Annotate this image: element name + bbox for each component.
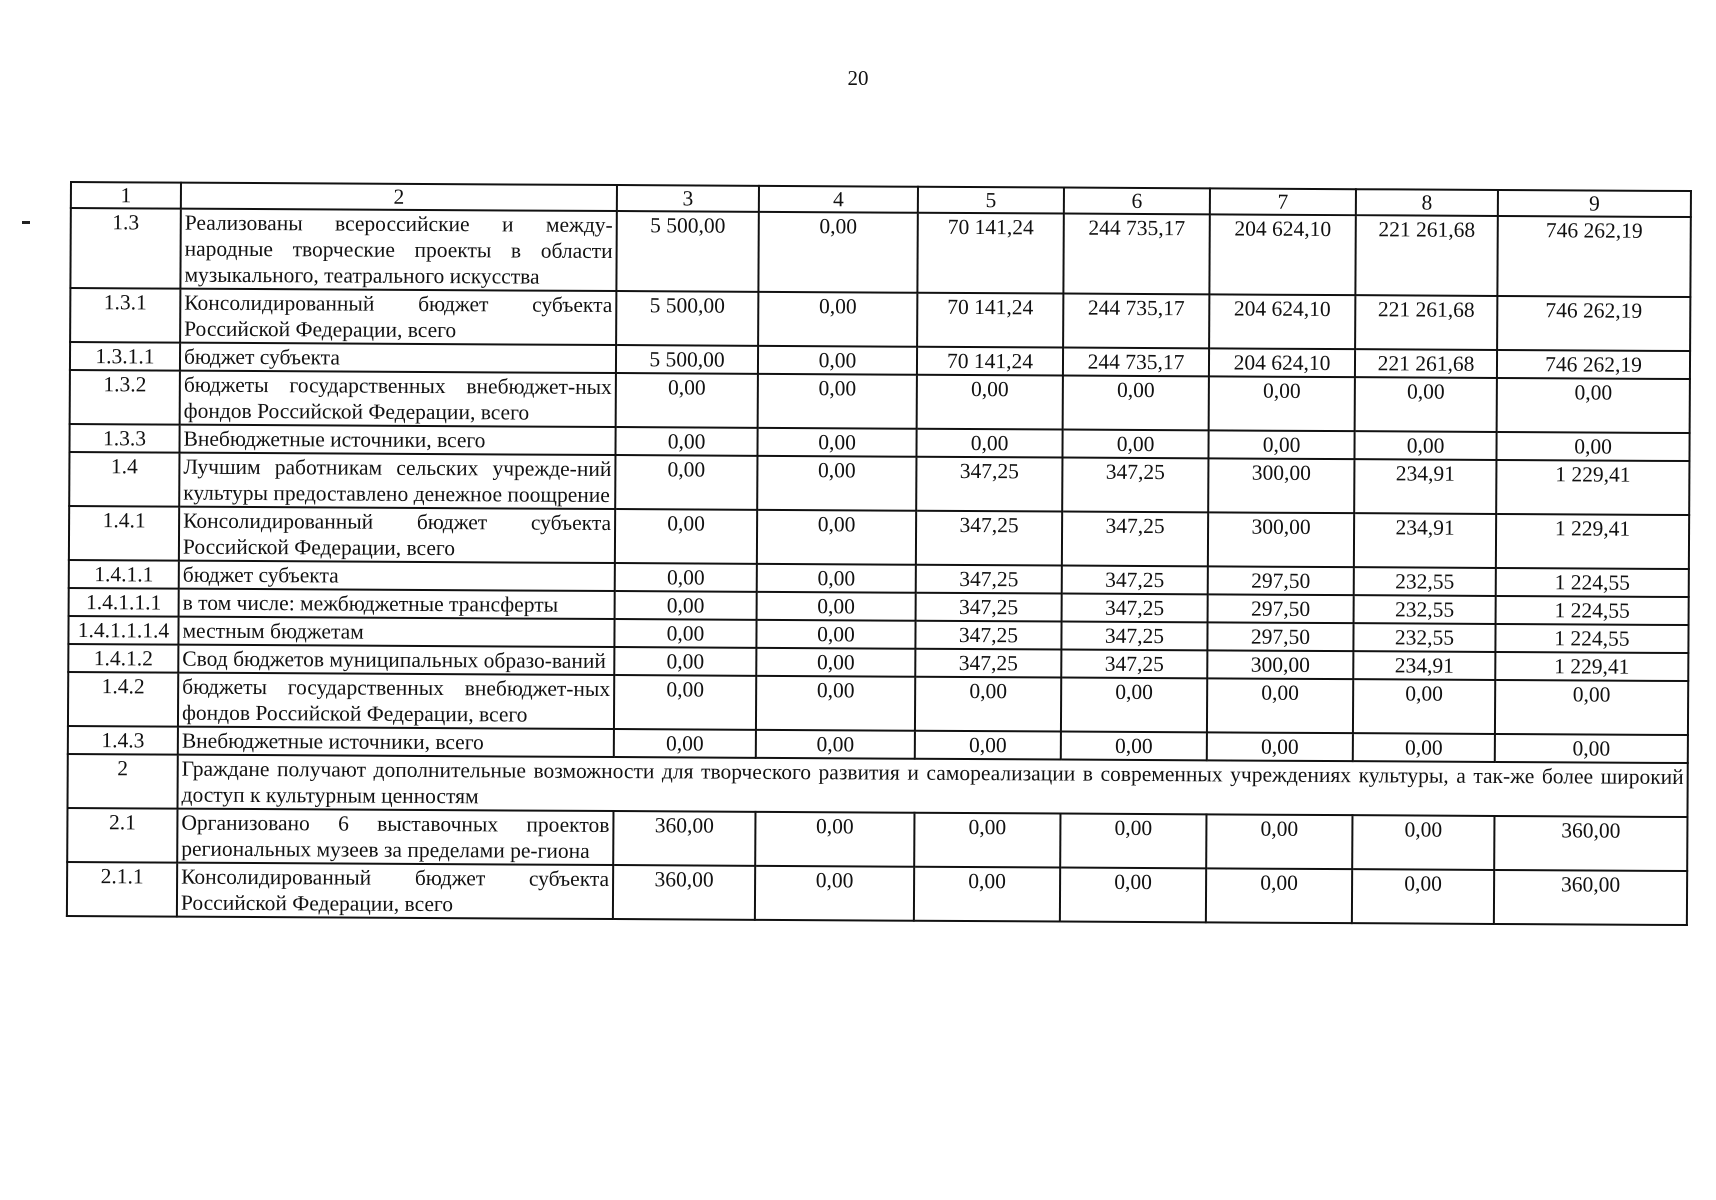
- value-cell: 0,00: [1352, 869, 1494, 924]
- table-row: [70, 370, 1690, 433]
- value-cell: 5 500,00: [616, 291, 758, 346]
- value-cell: 0,00: [1352, 815, 1494, 870]
- value-cell: 0,00: [1063, 376, 1209, 431]
- row-name-cell: бюджеты государственных внебюджет-ных фондов Российской Федерации, всего: [180, 371, 616, 427]
- value-cell: 0,00: [757, 428, 916, 457]
- row-number-cell: 1.4.1.1.1: [69, 588, 179, 617]
- value-cell: 1 229,41: [1496, 514, 1689, 569]
- table-row: [68, 672, 1688, 735]
- value-cell: 1 224,55: [1496, 568, 1689, 597]
- value-cell: 0,00: [1060, 814, 1206, 869]
- value-cell: 347,25: [1062, 458, 1208, 513]
- row-name-cell: Граждане получают дополнительные возможности для творческого развития и самореализации в современных учреждениях культуры, а так-же более широкий доступ к культурным ценностям: [177, 755, 1687, 817]
- row-number-cell: 1.3: [70, 208, 180, 289]
- value-cell: 0,00: [756, 648, 915, 677]
- value-cell: 0,00: [1206, 868, 1352, 923]
- value-cell: 0,00: [1496, 432, 1689, 461]
- table-row: [69, 452, 1689, 515]
- value-cell: 1 229,41: [1496, 460, 1689, 515]
- row-number-cell: 1.4: [69, 452, 179, 507]
- header-cell: 9: [1498, 190, 1691, 217]
- value-cell: 0,00: [615, 563, 757, 592]
- value-cell: 347,25: [1061, 622, 1207, 651]
- value-cell: 204 624,10: [1209, 214, 1355, 295]
- value-cell: 0,00: [916, 429, 1062, 458]
- row-name-cell: бюджет субъекта: [180, 343, 616, 373]
- value-cell: 0,00: [755, 812, 914, 867]
- value-cell: 0,00: [1207, 678, 1353, 733]
- value-cell: 0,00: [915, 677, 1061, 732]
- value-cell: 70 141,24: [917, 213, 1063, 294]
- row-name-cell: Внебюджетные источники, всего: [178, 727, 614, 757]
- table-row: [67, 862, 1687, 925]
- value-cell: 0,00: [1209, 376, 1355, 431]
- value-cell: 347,25: [1062, 594, 1208, 623]
- value-cell: 234,91: [1354, 459, 1496, 514]
- value-cell: 347,25: [1062, 512, 1208, 567]
- value-cell: 0,00: [614, 729, 756, 758]
- value-cell: 0,00: [1207, 732, 1353, 761]
- scan-mark: [22, 221, 30, 224]
- row-name-cell: Консолидированный бюджет субъекта Российской Федерации, всего: [180, 289, 616, 345]
- value-cell: 0,00: [615, 427, 757, 456]
- row-name-cell: местным бюджетам: [178, 617, 614, 647]
- value-cell: 746 262,19: [1497, 296, 1690, 351]
- header-cell: 5: [918, 187, 1064, 214]
- value-cell: 0,00: [615, 591, 757, 620]
- value-cell: 1 229,41: [1495, 652, 1688, 681]
- value-cell: 0,00: [1062, 430, 1208, 459]
- value-cell: 0,00: [616, 373, 758, 428]
- header-cell: 3: [617, 185, 759, 212]
- value-cell: 347,25: [1062, 566, 1208, 595]
- value-cell: 360,00: [1494, 816, 1687, 871]
- value-cell: 0,00: [1495, 680, 1688, 735]
- row-number-cell: 1.3.2: [70, 370, 180, 425]
- row-number-cell: 1.4.3: [68, 726, 178, 755]
- row-number-cell: 1.3.3: [69, 424, 179, 453]
- value-cell: 1 224,55: [1496, 596, 1689, 625]
- value-cell: 0,00: [755, 866, 914, 921]
- value-cell: 0,00: [614, 675, 756, 730]
- value-cell: 300,00: [1208, 458, 1354, 513]
- value-cell: 0,00: [1354, 431, 1496, 460]
- row-number-cell: 1.4.1: [69, 506, 179, 561]
- value-cell: 0,00: [756, 620, 915, 649]
- value-cell: 0,00: [1208, 430, 1354, 459]
- value-cell: 300,00: [1208, 512, 1354, 567]
- value-cell: 0,00: [757, 456, 916, 511]
- value-cell: 360,00: [613, 865, 755, 920]
- value-cell: 1 224,55: [1495, 624, 1688, 653]
- value-cell: 70 141,24: [917, 293, 1063, 348]
- header-cell: 6: [1064, 188, 1210, 215]
- value-cell: 244 735,17: [1063, 294, 1209, 349]
- value-cell: 0,00: [1206, 814, 1352, 869]
- row-name-cell: Лучшим работникам сельских учрежде-ний культуры предоставлено денежное поощрение: [179, 453, 615, 509]
- value-cell: 244 735,17: [1063, 348, 1209, 377]
- value-cell: 0,00: [758, 346, 917, 375]
- table-row: [67, 754, 1687, 817]
- value-cell: 0,00: [1355, 377, 1497, 432]
- row-name-cell: Внебюджетные источники, всего: [179, 425, 615, 455]
- table-row: [70, 288, 1690, 351]
- value-cell: 347,25: [916, 593, 1062, 622]
- value-cell: 746 262,19: [1497, 216, 1690, 297]
- value-cell: 347,25: [916, 565, 1062, 594]
- value-cell: 0,00: [758, 212, 917, 293]
- value-cell: 0,00: [758, 374, 917, 429]
- value-cell: 0,00: [615, 509, 757, 564]
- value-cell: 0,00: [1497, 378, 1690, 433]
- value-cell: 0,00: [1061, 678, 1207, 733]
- value-cell: 360,00: [613, 811, 755, 866]
- header-cell: 4: [759, 186, 918, 213]
- row-name-cell: Организовано 6 выставочных проектов региональных музеев за пределами ре-гиона: [177, 809, 613, 865]
- value-cell: 0,00: [757, 564, 916, 593]
- value-cell: 297,50: [1208, 566, 1354, 595]
- value-cell: 300,00: [1207, 650, 1353, 679]
- row-number-cell: 1.4.1.1: [69, 560, 179, 589]
- value-cell: 5 500,00: [616, 211, 758, 292]
- table-row: [69, 506, 1689, 569]
- value-cell: 234,91: [1354, 513, 1496, 568]
- row-name-cell: бюджет субъекта: [179, 561, 615, 591]
- header-cell: 2: [181, 183, 617, 211]
- row-number-cell: 1.3.1: [70, 288, 180, 343]
- value-cell: 746 262,19: [1497, 350, 1690, 379]
- value-cell: 204 624,10: [1209, 294, 1355, 349]
- value-cell: 0,00: [614, 647, 756, 676]
- value-cell: 221 261,68: [1355, 215, 1497, 296]
- row-number-cell: 1.3.1.1: [70, 342, 180, 371]
- row-name-cell: в том числе: межбюджетные трансферты: [179, 589, 615, 619]
- table-row: [70, 208, 1690, 297]
- value-cell: 0,00: [756, 676, 915, 731]
- value-cell: 234,91: [1353, 651, 1495, 680]
- value-cell: 70 141,24: [917, 347, 1063, 376]
- value-cell: 221 261,68: [1355, 295, 1497, 350]
- row-number-cell: 1.4.1.2: [68, 644, 178, 673]
- value-cell: 0,00: [1060, 868, 1206, 923]
- value-cell: 0,00: [915, 731, 1061, 760]
- value-cell: 0,00: [757, 510, 916, 565]
- header-cell: 7: [1210, 188, 1356, 215]
- header-cell: 8: [1356, 189, 1498, 216]
- value-cell: 204 624,10: [1209, 348, 1355, 377]
- value-cell: 0,00: [756, 730, 915, 759]
- header-cell: 1: [71, 182, 181, 209]
- value-cell: 232,55: [1354, 567, 1496, 596]
- value-cell: 232,55: [1354, 595, 1496, 624]
- value-cell: 347,25: [916, 511, 1062, 566]
- value-cell: 347,25: [915, 621, 1061, 650]
- value-cell: 360,00: [1494, 870, 1687, 925]
- value-cell: 0,00: [1061, 732, 1207, 761]
- value-cell: 0,00: [1353, 679, 1495, 734]
- value-cell: 347,25: [1061, 650, 1207, 679]
- row-name-cell: Реализованы всероссийские и между-народные творческие проекты в области музыкального, театрального искусства: [180, 209, 616, 291]
- value-cell: 0,00: [1353, 733, 1495, 762]
- value-cell: 0,00: [914, 813, 1060, 868]
- value-cell: 0,00: [914, 867, 1060, 922]
- value-cell: 232,55: [1353, 623, 1495, 652]
- value-cell: 221 261,68: [1355, 349, 1497, 378]
- value-cell: 0,00: [757, 592, 916, 621]
- value-cell: 0,00: [758, 292, 917, 347]
- row-name-cell: Консолидированный бюджет субъекта Российской Федерации, всего: [179, 507, 615, 563]
- value-cell: 0,00: [1495, 734, 1688, 763]
- row-name-cell: Консолидированный бюджет субъекта Российской Федерации, всего: [177, 863, 613, 919]
- value-cell: 5 500,00: [616, 345, 758, 374]
- value-cell: 0,00: [917, 375, 1063, 430]
- value-cell: 297,50: [1207, 622, 1353, 651]
- value-cell: 0,00: [614, 619, 756, 648]
- value-cell: 0,00: [615, 455, 757, 510]
- row-number-cell: 2: [67, 754, 177, 809]
- value-cell: 347,25: [915, 649, 1061, 678]
- row-name-cell: Свод бюджетов муниципальных образо-ваний: [178, 645, 614, 675]
- value-cell: 244 735,17: [1063, 214, 1209, 295]
- row-number-cell: 1.4.1.1.1.4: [68, 616, 178, 645]
- page-number: 20: [847, 66, 869, 90]
- row-name-cell: бюджеты государственных внебюджет-ных фондов Российской Федерации, всего: [178, 673, 614, 729]
- row-number-cell: 1.4.2: [68, 672, 178, 727]
- row-number-cell: 2.1: [67, 808, 177, 863]
- budget-table: [66, 181, 1692, 926]
- value-cell: 347,25: [916, 457, 1062, 512]
- row-number-cell: 2.1.1: [67, 862, 177, 917]
- value-cell: 297,50: [1208, 594, 1354, 623]
- table-row: [67, 808, 1687, 871]
